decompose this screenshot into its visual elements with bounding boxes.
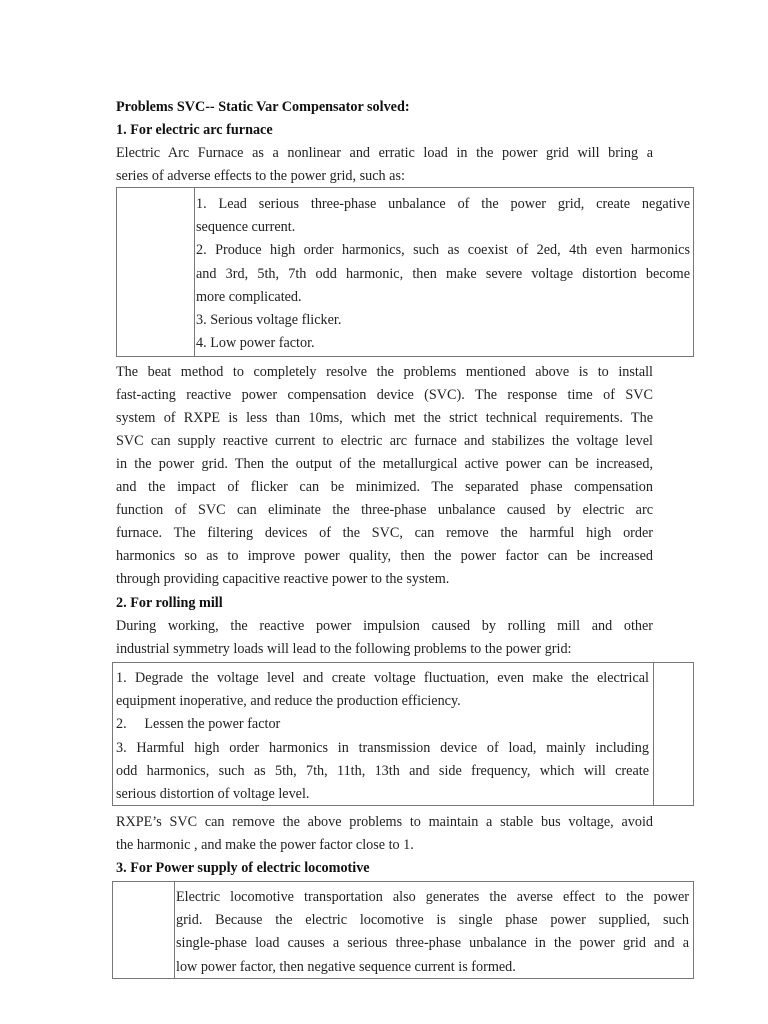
table-divider bbox=[653, 662, 654, 806]
list-item: 2. Lessen the power factor bbox=[116, 716, 281, 733]
list-item: 3. Harmful high order harmonics in transmission device of load, mainly including bbox=[116, 739, 649, 756]
body-line: furnace. The filtering devices of the SVC, can remove the harmful high order bbox=[116, 525, 653, 541]
body-line: in the power grid. Then the output of the metallurgical active power can be increased, bbox=[116, 456, 653, 472]
section2-intro-line: industrial symmetry loads will lead to the following problems to the power grid: bbox=[116, 641, 572, 657]
section3-heading: 3. For Power supply of electric locomotive bbox=[116, 860, 370, 876]
section2-intro-line: During working, the reactive power impulsion caused by rolling mill and other bbox=[116, 618, 653, 634]
list-item: odd harmonics, such as 5th, 7th, 11th, 13th and side frequency, which will create bbox=[116, 762, 649, 779]
list-item: 1. Degrade the voltage level and create voltage fluctuation, even make the electrical bbox=[116, 670, 649, 686]
document-title: Problems SVC-- Static Var Compensator solved: bbox=[116, 99, 410, 115]
list-item: grid. Because the electric locomotive is single phase power supplied, such bbox=[176, 912, 689, 929]
list-item: equipment inoperative, and reduce the production efficiency. bbox=[116, 693, 461, 710]
list-item: and 3rd, 5th, 7th odd harmonic, then make severe voltage distortion become bbox=[196, 265, 690, 282]
body-line: and the impact of flicker can be minimized. The separated phase compensation bbox=[116, 479, 653, 495]
body-line: function of SVC can eliminate the three-phase unbalance caused by electric arc bbox=[116, 502, 653, 518]
list-item: low power factor, then negative sequence current is formed. bbox=[176, 958, 516, 975]
body-line: system of RXPE is less than 10ms, which met the strict technical requirements. The bbox=[116, 410, 653, 426]
section1-problem-list bbox=[196, 193, 690, 355]
list-item: 2. Produce high order harmonics, such as coexist of 2ed, 4th even harmonics bbox=[196, 242, 690, 259]
section1-heading: 1. For electric arc furnace bbox=[116, 122, 273, 138]
section1-intro-line: Electric Arc Furnace as a nonlinear and erratic load in the power grid will bring a bbox=[116, 145, 653, 161]
section3-text bbox=[176, 886, 689, 979]
section1-intro-line: series of adverse effects to the power grid, such as: bbox=[116, 168, 405, 184]
list-item: 3. Serious voltage flicker. bbox=[196, 312, 342, 329]
list-item: 4. Low power factor. bbox=[196, 335, 315, 352]
section2-body-line: RXPE’s SVC can remove the above problems to maintain a stable bus voltage, avoid bbox=[116, 814, 653, 830]
table-divider bbox=[174, 881, 175, 979]
body-line: SVC can supply reactive current to electric arc furnace and stabilizes the voltage level bbox=[116, 433, 653, 449]
section2-body-line: the harmonic , and make the power factor close to 1. bbox=[116, 837, 414, 853]
body-line: through providing capacitive reactive power to the system. bbox=[116, 571, 450, 587]
list-item: serious distortion of voltage level. bbox=[116, 786, 310, 803]
list-item: sequence current. bbox=[196, 219, 296, 236]
body-line: The beat method to completely resolve the problems mentioned above is to install bbox=[116, 364, 653, 380]
body-line: harmonics so as to improve power quality, then the power factor can be increased bbox=[116, 548, 653, 564]
section2-problem-list bbox=[116, 667, 649, 806]
body-line: fast-acting reactive power compensation device (SVC). The response time of SVC bbox=[116, 387, 653, 403]
list-item: 1. Lead serious three-phase unbalance of the power grid, create negative bbox=[196, 196, 690, 212]
list-item: single-phase load causes a serious three-phase unbalance in the power grid and a bbox=[176, 935, 689, 952]
section2-heading: 2. For rolling mill bbox=[116, 595, 223, 611]
list-item: more complicated. bbox=[196, 288, 302, 305]
table-divider bbox=[194, 187, 195, 357]
list-item: Electric locomotive transportation also generates the averse effect to the power bbox=[176, 889, 689, 905]
